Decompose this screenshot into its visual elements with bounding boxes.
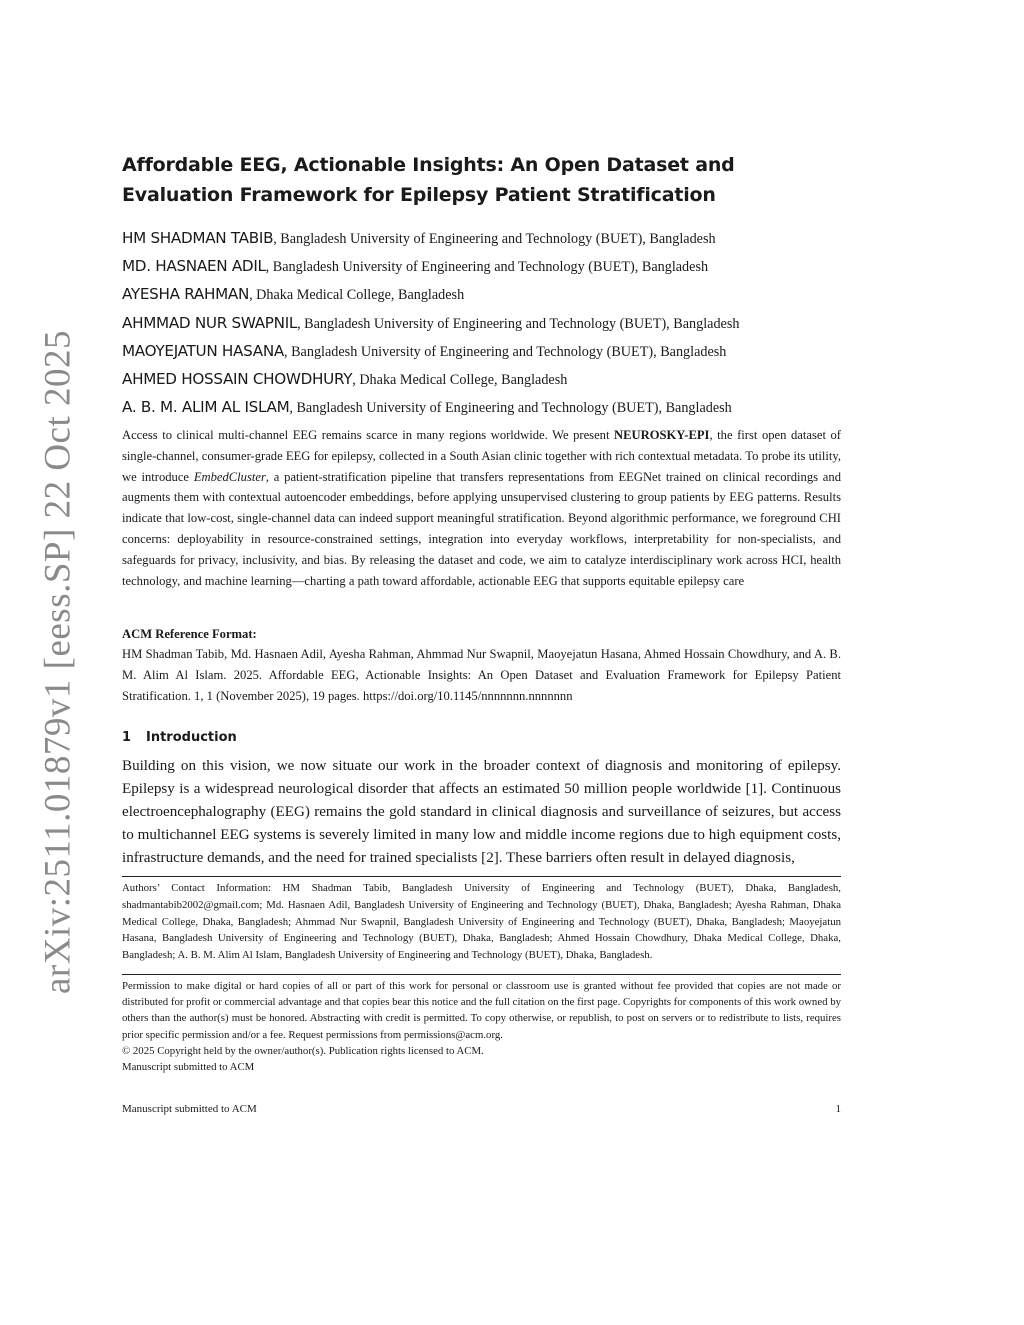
section-number: 1 — [122, 730, 132, 745]
author-entry: MAOYEJATUN HASANA, Bangladesh University of Engineering and Technology (BUET), Bangladesh — [122, 341, 727, 360]
abstract-text: , a patient-stratification pipeline that transfers representations from EEGNet trained on clinical recordings and augments them with contextual autoencoder embeddings, before applying unsupervised clustering to group patients by EEG patterns. Results indicate that low-cost, single-channel data can indeed support meaningful stratification. Beyond algorithmic performance, we foreground CHI concerns: deployability in resource-constrained settings, integration into everyday workflows, interpretability for non-specialists, and safeguards for privacy, inclusivity, and bias. By releasing the dataset and code, we aim to catalyze interdisciplinary work across HCI, health technology, and machine learning—charting a path toward affordable, actionable EEG that supports equitable epilepsy care — [122, 469, 841, 588]
paper-title: Affordable EEG, Actionable Insights: An Open Dataset and Evaluation Framework for Epilepsy Patient Stratification — [122, 154, 735, 206]
author-name: AHMED HOSSAIN CHOWDHURY — [122, 370, 353, 389]
copyright-line: © 2025 Copyright held by the owner/author(s). Publication rights licensed to ACM. — [122, 1044, 484, 1057]
author-name: AYESHA RAHMAN — [122, 285, 250, 304]
method-name: EmbedCluster — [193, 469, 266, 484]
author-affiliation: Bangladesh University of Engineering and Technology (BUET), Bangladesh — [280, 231, 716, 247]
section-title: Introduction — [146, 730, 237, 745]
page-footer — [122, 1101, 841, 1117]
permission-text: Permission to make digital or hard copies of all or part of this work for personal or classroom use is granted without fee provided that copies are not made or distributed for profit or commercial advantage and that copies bear this notice and the full citation on the first page. Copyrights for components of this work owned by others than the author(s) must be honored. Abstracting with credit is permitted. To copy otherwise, or republish, to post on servers or to redistribute to lists, requires prior specific permission and/or a fee. Request permissions from permissions@acm.org. — [122, 980, 842, 1041]
author-name: MAOYEJATUN HASANA — [122, 341, 284, 360]
author-name: AHMMAD NUR SWAPNIL — [122, 313, 298, 332]
manuscript-note: Manuscript submitted to ACM — [122, 1061, 255, 1074]
author-affiliation: Dhaka Medical College, Bangladesh — [256, 287, 465, 304]
author-affiliation: Bangladesh University of Engineering and Technology (BUET), Bangladesh — [296, 400, 732, 417]
abstract-text: Access to clinical multi-channel EEG remains scarce in many regions worldwide. We present — [122, 428, 615, 442]
acm-reference-heading: ACM Reference Format: — [122, 627, 257, 641]
acm-reference-text: HM Shadman Tabib, Md. Hasnaen Adil, Ayesha Rahman, Ahmmad Nur Swapnil, Maoyejatun Hasana, Ahmed Hossain Chowdhury, and A. B. M. Alim Al Islam. 2025. Affordable EEG, Actionable Insights: An Open Dataset and Evaluation Framework for Epilepsy Patient Stratification. 1, 1 (November 2025), 19 pages. https://doi.org/10.1145/nnnnnnn.nnnnnnn — [122, 647, 841, 703]
arxiv-identifier-stamp: arXiv:2511.01879v1 [eess.SP] 22 Oct 2025 — [37, 329, 79, 995]
permission-notice — [122, 978, 841, 1075]
author-affiliation: Bangladesh University of Engineering and Technology (BUET), Bangladesh — [291, 343, 727, 360]
section-heading — [122, 728, 841, 748]
author-entry: AHMED HOSSAIN CHOWDHURY, Dhaka Medical College, Bangladesh — [122, 370, 568, 389]
author-name: MD. HASNAEN ADIL — [122, 257, 266, 276]
introduction-paragraph: Building on this vision, we now situate our work in the broader context of diagnosis and monitoring of epilepsy. Epilepsy is a widespread neurological disorder that affects an estimated 50 million people worldwide [1]. Continuous electroencephalography (EEG) remains the gold standard in clinical diagnosis and surveillance of seizures, but access to multichannel EEG systems is severely limited in many low and middle income regions due to high equipment costs, infrastructure demands, and the need for trained specialists [2]. These barriers often result in delayed diagnosis, — [122, 758, 841, 866]
author-affiliation: Bangladesh University of Engineering and Technology (BUET), Bangladesh — [304, 315, 740, 332]
author-affiliation: Bangladesh University of Engineering and Technology (BUET), Bangladesh — [272, 259, 709, 276]
author-name: A. B. M. ALIM AL ISLAM — [122, 398, 290, 417]
author-entry: AHMMAD NUR SWAPNIL, Bangladesh University of Engineering and Technology (BUET), Bangladesh — [122, 313, 740, 332]
abstract — [122, 425, 841, 591]
author-entry: HM SHADMAN TABIB, Bangladesh University of Engineering and Technology (BUET), Bangladesh — [122, 229, 716, 247]
author-name: HM SHADMAN TABIB — [122, 229, 274, 247]
author-entry: AYESHA RAHMAN, Dhaka Medical College, Bangladesh — [122, 285, 465, 304]
page-number: 1 — [835, 1103, 841, 1115]
author-entry: A. B. M. ALIM AL ISLAM, Bangladesh University of Engineering and Technology (BUET), Bangladesh — [122, 398, 732, 417]
footer-venue: Manuscript submitted to ACM — [122, 1103, 257, 1115]
author-entry: MD. HASNAEN ADIL, Bangladesh University of Engineering and Technology (BUET), Bangladesh — [122, 257, 709, 276]
permission-divider — [122, 974, 841, 975]
author-affiliation: Dhaka Medical College, Bangladesh — [359, 372, 568, 389]
abstract-text: , the first open dataset of single-channel, consumer-grade EEG for epilepsy, collected in a South Asian clinic together with rich contextual metadata. To probe its utility, we introduce — [122, 428, 841, 484]
dataset-name: NEUROSKY-EPI — [614, 428, 710, 442]
footnote-divider — [122, 876, 841, 877]
author-contact-information: Authors’ Contact Information: HM Shadman Tabib, Bangladesh University of Engineering and Technology (BUET), Dhaka, Bangladesh, shadmantabib2002@gmail.com; Md. Hasnaen Adil, Bangladesh University of Engineering and Technology (BUET), Dhaka, Bangladesh; Ayesha Rahman, Dhaka Medical College, Dhaka, Bangladesh; Ahmmad Nur Swapnil, Bangladesh University of Engineering and Technology (BUET), Dhaka, Bangladesh; Maoyejatun Hasana, Bangladesh University of Engineering and Technology (BUET), Dhaka, Bangladesh; Ahmed Hossain Chowdhury, Dhaka Medical College, Dhaka, Bangladesh; A. B. M. Alim Al Islam, Bangladesh University of Engineering and Technology (BUET), Dhaka, Bangladesh. — [122, 882, 841, 962]
author-list — [122, 225, 841, 422]
